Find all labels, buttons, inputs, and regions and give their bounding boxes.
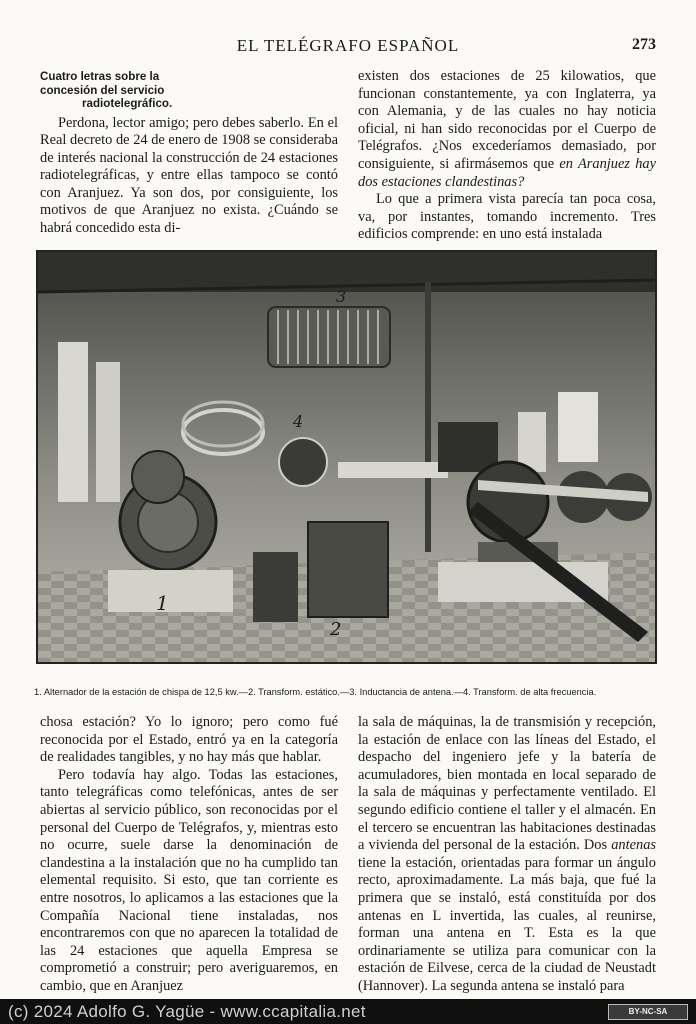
running-title: EL TELÉGRAFO ESPAÑOL <box>236 36 460 55</box>
paragraph-emphasis: en Aranjuez hay dos estaciones clandestinas? <box>358 155 657 190</box>
paragraph-text: tiene la estación, orientadas para formar un ángulo recto, aproximadamente. La más baja, que fué la primera que se instaló, está constituída por dos antenas en L invertida, las cuales, al reunirse, forman una antena en T. Esta es la que ordinariamente se utiliza para comunicar con la estación de Eilvese, cerca de la ciudad de Neustadt (Hannover). La segunda antena se instaló para <box>358 854 656 994</box>
paragraph: chosa estación? Yo lo ignoro; pero como fué reconocida por el Estado, entró ya en la categoría de realidades tangibles, y no hay más que hablar. <box>40 714 338 766</box>
column-top-right <box>358 68 656 244</box>
column-bottom-right <box>358 714 656 996</box>
section-title-line-1: Cuatro letras sobre la <box>40 70 160 83</box>
photo-marker-4: 4 <box>293 412 304 431</box>
page-header <box>0 34 696 58</box>
paragraph: Pero todavía hay algo. Todas las estaciones, tanto telegráficas como telefónicas, antes de ser abiertas al servicio público, son reconocidas por el personal del Cuerpo de Telégrafos, y, mientras esto no ocurre, suele darse la denominación de clandestina a la instalación que no ha cumplido tan elemental requisito. Si esto, que tan corriente es entre nosotros, lo aplicamos a las estaciones que la Compañía Nacional tiene instaladas, nos encontraremos con que no aparecen la totalidad de las 24 estaciones que aquella Empresa se comprometió a construir; pero averiguaremos, en cambio, que en Aranjuez <box>40 766 338 994</box>
page-number: 273 <box>632 36 656 53</box>
photo-marker-1: 1 <box>156 591 169 615</box>
column-top-left <box>40 68 338 238</box>
section-title-line-3: radiotelegráfico. <box>82 97 173 110</box>
photo-caption: 1. Alternador de la estación de chispa de 12,5 kw.—2. Transform. estático.—3. Inductancia de antena.—4. Transform. de alta frecuencia. <box>34 687 597 697</box>
section-title-line-2: concesión del servicio <box>40 83 165 97</box>
license-badge[interactable]: BY-NC-SA <box>608 1004 688 1020</box>
copyright-footer <box>0 999 696 1024</box>
paragraph: Perdona, lector amigo; pero debes saberlo. En el Real decreto de 24 de enero de 1908 se consideraba de interés nacional la construcción de 24 estaciones radiotelegráficas, y entre ellas tampoco se contó con Aranjuez. Ya son dos, por consiguiente, los motivos de que Aranjuez no exista. ¿Cuándo se habrá concedido esta di- <box>40 114 338 237</box>
photo-marker-3: 3 <box>336 287 347 306</box>
paragraph-emphasis: antenas <box>611 837 656 854</box>
photo-marker-2: 2 <box>330 619 342 640</box>
paragraph <box>358 714 656 996</box>
machine-room-photo <box>36 250 657 664</box>
copyright-text: (c) 2024 Adolfo G. Yagüe - www.ccapitalia.net <box>8 1002 366 1021</box>
paragraph-text: la sala de máquinas, la de transmisión y recepción, la estación de enlace con las líneas del Estado, el despacho del ingeniero jefe y la batería de acumuladores, bien montada en local separado de la sala de máquinas y perfectamente ventilado. El segundo edificio contiene el taller y el almacén. En el tercero se encuentran las habitaciones destinadas a vivienda del personal de la estación. Dos <box>358 714 656 854</box>
paragraph <box>358 68 656 191</box>
paragraph: Lo que a primera vista parecía tan poca cosa, va, por instantes, tomando incremento. Tres edificios comprende: en uno está instalada <box>358 191 656 243</box>
column-bottom-left <box>40 714 338 996</box>
paragraph-text: existen dos estaciones de 25 kilowatios, que funcionan constantemente, ya con Inglaterra, ya con Alemania, y de las cuales no hay noticia oficial, ni han sido reconocidas por el Cuerpo de Telégrafos. ¿Nos excederíamos demasiado, por consiguiente, si afirmásemos que <box>358 68 656 172</box>
section-title <box>40 70 338 111</box>
